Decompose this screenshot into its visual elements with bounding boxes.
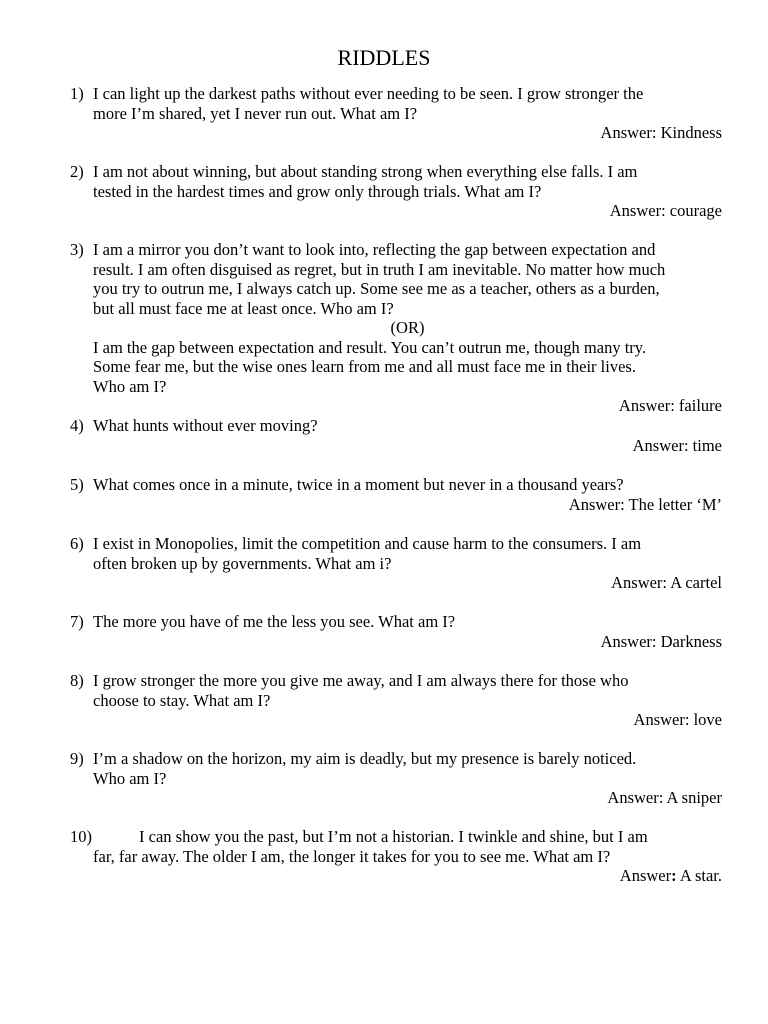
answer-text: A star. [676,866,722,885]
riddle-answer: Answer: A sniper [607,788,722,807]
riddle-1 [70,84,722,143]
riddle-line: far, far away. The older I am, the longer it takes for you to see me. What am I? [93,846,611,866]
riddle-line: I’m a shadow on the horizon, my aim is deadly, but my presence is barely noticed. [93,749,637,768]
riddle-line: The more you have of me the less you see. What am I? [93,612,456,631]
riddle-answer: Answer: time [632,435,722,455]
riddle-2 [70,162,722,221]
page-title: RIDDLES [337,45,431,70]
riddle-line: I grow stronger the more you give me away, and I am always there for those who [93,671,629,690]
riddle-answer: Answer: courage [609,201,722,220]
riddle-number: 3) [70,240,84,259]
riddle-9 [70,749,722,808]
riddle-line: I exist in Monopolies, limit the competition and cause harm to the consumers. I am [93,534,642,553]
riddle-number: 6) [70,534,84,553]
riddle-answer: Answer: Darkness [600,631,722,651]
riddle-answer: Answer: failure [618,396,722,415]
riddle-line: choose to stay. What am I? [93,690,271,710]
riddle-line: result. I am often disguised as regret, but in truth I am inevitable. No matter how much [93,259,666,279]
riddle-line: What comes once in a minute, twice in a moment but never in a thousand years? [93,475,624,494]
riddle-line: What hunts without ever moving? [93,416,318,435]
riddle-answer: Answer: The letter ‘M’ [568,494,722,514]
riddle-line: but all must face me at least once. Who am I? [93,298,394,318]
riddle-line: Who am I? [93,768,167,788]
riddle-4 [70,416,722,455]
riddle-line: more I’m shared, yet I never run out. What am I? [93,103,418,123]
riddle-answer: Answer: A cartel [611,573,722,592]
riddle-alt-line: I am the gap between expectation and result. You can’t outrun me, though many try. [93,337,647,357]
riddle-number: 5) [70,475,84,494]
riddle-number: 10) [70,827,92,846]
riddle-number: 8) [70,671,84,690]
or-separator: (OR) [390,318,425,337]
riddle-number: 9) [70,749,84,768]
riddle-10 [70,827,722,886]
riddle-3 [70,240,722,416]
riddle-line: tested in the hardest times and grow only through trials. What am I? [93,181,542,201]
riddle-answer [70,866,722,886]
riddle-number: 2) [70,162,84,181]
riddle-line: I am not about winning, but about standing strong when everything else falls. I am [93,162,638,181]
riddle-answer: Answer: love [633,710,722,729]
riddle-line: you try to outrun me, I always catch up. Some see me as a teacher, others as a burden, [93,279,660,298]
riddle-8 [70,671,722,730]
riddle-number: 1) [70,84,84,103]
answer-colon: : [671,866,677,885]
riddle-5 [70,475,722,514]
riddle-alt-line: Who am I? [93,376,167,396]
riddle-line: I can show you the past, but I’m not a historian. I twinkle and shine, but I am [139,827,648,846]
riddle-6 [70,534,722,593]
riddle-line: I am a mirror you don’t want to look into, reflecting the gap between expectation and [93,240,656,259]
riddle-answer: Answer: Kindness [600,123,722,142]
riddle-line: often broken up by governments. What am i? [93,553,392,573]
riddle-number: 7) [70,612,84,631]
answer-prefix: Answer [619,866,672,885]
riddle-alt-line: Some fear me, but the wise ones learn from me and all must face me in their lives. [93,357,636,376]
riddle-7 [70,612,722,651]
riddle-number: 4) [70,416,84,435]
riddle-line: I can light up the darkest paths without ever needing to be seen. I grow stronger the [93,84,644,103]
